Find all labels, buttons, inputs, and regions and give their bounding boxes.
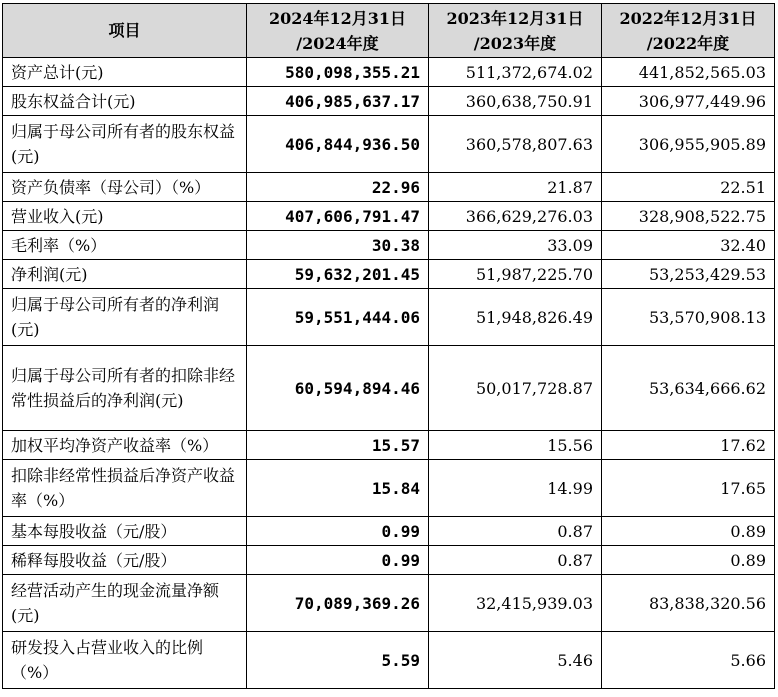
financial-summary-table — [2, 3, 775, 689]
value-2024: 406,985,637.17 — [247, 87, 429, 116]
row-label: 加权平均净资产收益率（%） — [3, 431, 247, 460]
value-2022: 17.62 — [602, 431, 775, 460]
value-2022: 53,253,429.53 — [602, 260, 775, 289]
value-2023: 366,629,276.03 — [429, 202, 602, 231]
table-row — [3, 58, 775, 87]
row-label: 扣除非经常性损益后净资产收益率（%） — [3, 460, 247, 517]
row-label: 资产负债率（母公司）（%） — [3, 173, 247, 202]
table-row — [3, 231, 775, 260]
value-2023: 0.87 — [429, 517, 602, 546]
value-2024: 407,606,791.47 — [247, 202, 429, 231]
value-2024: 0.99 — [247, 546, 429, 575]
header-2023 — [429, 4, 602, 58]
row-label: 营业收入(元) — [3, 202, 247, 231]
row-label: 资产总计(元) — [3, 58, 247, 87]
value-2022: 306,955,905.89 — [602, 116, 775, 173]
row-label: 稀释每股收益（元/股） — [3, 546, 247, 575]
table-row — [3, 260, 775, 289]
header-item: 项目 — [3, 4, 247, 58]
value-2023: 0.87 — [429, 546, 602, 575]
row-label: 毛利率（%） — [3, 231, 247, 260]
value-2024: 5.59 — [247, 632, 429, 689]
header-2023-year: /2023年度 — [473, 33, 557, 53]
value-2022: 328,908,522.75 — [602, 202, 775, 231]
value-2022: 53,634,666.62 — [602, 346, 775, 431]
table-row — [3, 116, 775, 173]
value-2022: 5.66 — [602, 632, 775, 689]
value-2022: 32.40 — [602, 231, 775, 260]
table-row — [3, 546, 775, 575]
value-2022: 306,977,449.96 — [602, 87, 775, 116]
value-2023: 33.09 — [429, 231, 602, 260]
value-2024: 580,098,355.21 — [247, 58, 429, 87]
row-label: 净利润(元) — [3, 260, 247, 289]
header-2022-date: 2022年12月31日 — [619, 8, 757, 28]
value-2024: 59,632,201.45 — [247, 260, 429, 289]
financial-table-container — [2, 3, 775, 689]
header-2022 — [602, 4, 775, 58]
value-2022: 22.51 — [602, 173, 775, 202]
value-2024: 70,089,369.26 — [247, 575, 429, 632]
value-2023: 360,638,750.91 — [429, 87, 602, 116]
table-row — [3, 87, 775, 116]
header-2024-year: /2024年度 — [296, 33, 379, 53]
value-2022: 0.89 — [602, 517, 775, 546]
value-2023: 50,017,728.87 — [429, 346, 602, 431]
table-row — [3, 289, 775, 346]
value-2024: 406,844,936.50 — [247, 116, 429, 173]
value-2023: 511,372,674.02 — [429, 58, 602, 87]
value-2023: 360,578,807.63 — [429, 116, 602, 173]
value-2024: 0.99 — [247, 517, 429, 546]
row-label: 归属于母公司所有者的扣除非经常性损益后的净利润(元) — [3, 346, 247, 431]
row-label: 基本每股收益（元/股） — [3, 517, 247, 546]
row-label: 股东权益合计(元) — [3, 87, 247, 116]
value-2023: 21.87 — [429, 173, 602, 202]
value-2024: 15.57 — [247, 431, 429, 460]
value-2024: 30.38 — [247, 231, 429, 260]
table-row — [3, 173, 775, 202]
row-label: 经营活动产生的现金流量净额(元) — [3, 575, 247, 632]
header-2024 — [247, 4, 429, 58]
value-2024: 60,594,894.46 — [247, 346, 429, 431]
table-row — [3, 346, 775, 431]
header-2024-date: 2024年12月31日 — [268, 8, 407, 28]
value-2023: 14.99 — [429, 460, 602, 517]
value-2023: 32,415,939.03 — [429, 575, 602, 632]
row-label: 研发投入占营业收入的比例（%） — [3, 632, 247, 689]
table-row — [3, 431, 775, 460]
value-2023: 5.46 — [429, 632, 602, 689]
table-header-row — [3, 4, 775, 58]
value-2024: 15.84 — [247, 460, 429, 517]
header-2023-date: 2023年12月31日 — [446, 8, 584, 28]
value-2023: 15.56 — [429, 431, 602, 460]
table-row — [3, 632, 775, 689]
value-2023: 51,948,826.49 — [429, 289, 602, 346]
value-2022: 441,852,565.03 — [602, 58, 775, 87]
table-row — [3, 460, 775, 517]
table-row — [3, 202, 775, 231]
value-2023: 51,987,225.70 — [429, 260, 602, 289]
row-label: 归属于母公司所有者的股东权益(元) — [3, 116, 247, 173]
value-2024: 22.96 — [247, 173, 429, 202]
header-2022-year: /2022年度 — [646, 33, 730, 53]
value-2022: 53,570,908.13 — [602, 289, 775, 346]
value-2022: 83,838,320.56 — [602, 575, 775, 632]
row-label: 归属于母公司所有者的净利润(元) — [3, 289, 247, 346]
value-2022: 17.65 — [602, 460, 775, 517]
table-row — [3, 517, 775, 546]
value-2022: 0.89 — [602, 546, 775, 575]
table-row — [3, 575, 775, 632]
value-2024: 59,551,444.06 — [247, 289, 429, 346]
